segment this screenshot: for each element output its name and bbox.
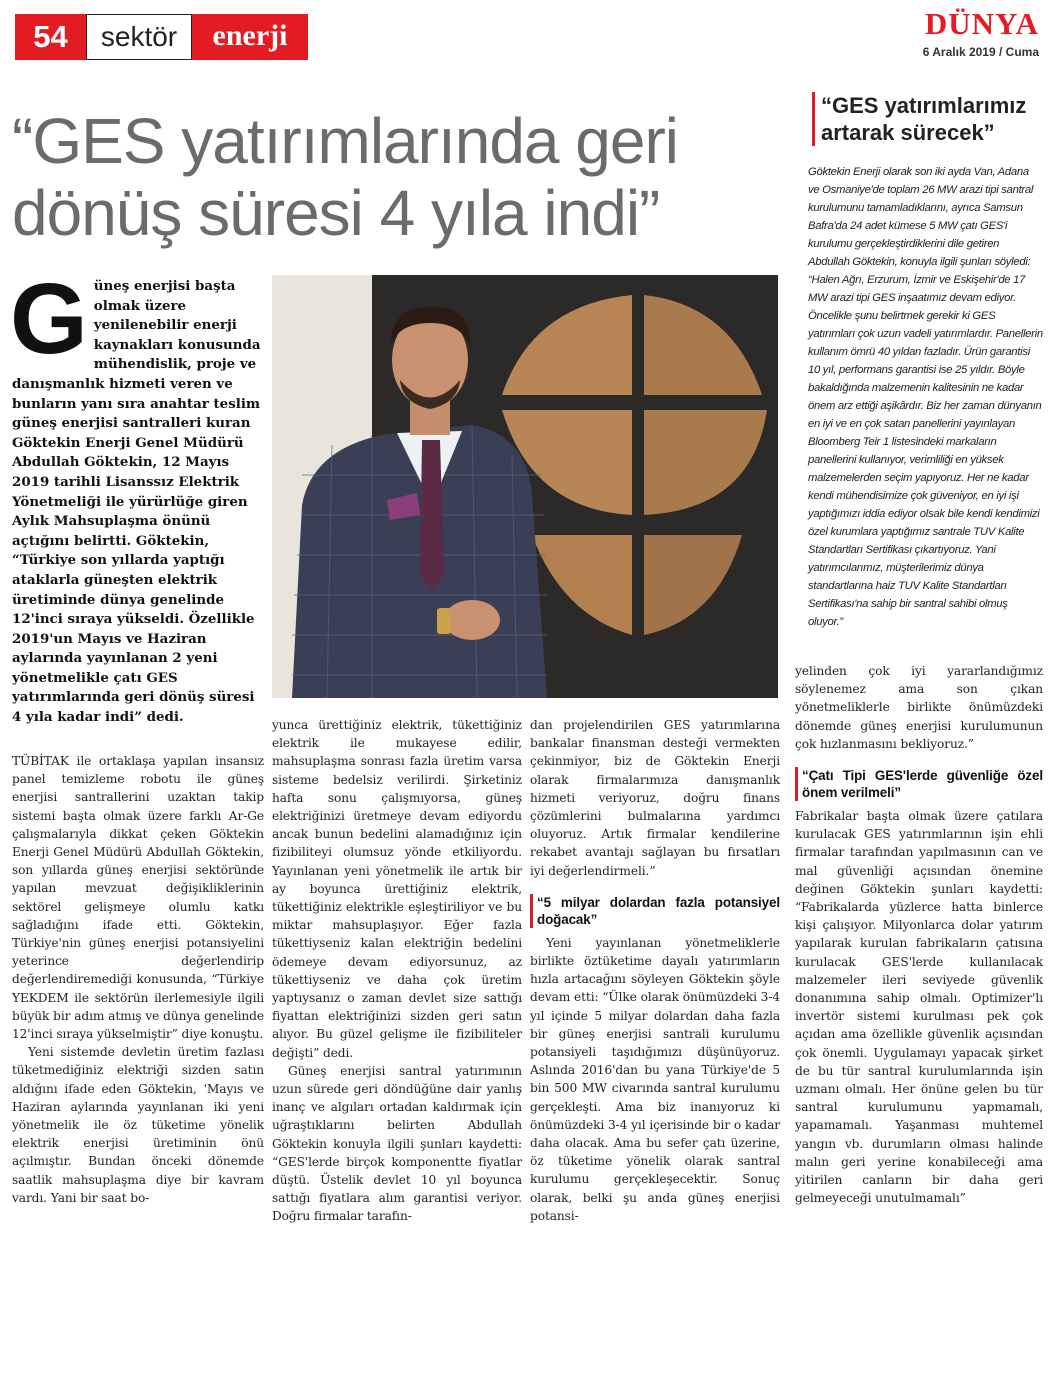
paragraph: dan projelendirilen GES yatırımlarına bankalar finansman desteği vermekten çekinmiyor, biz de Göktekin Enerji olarak firmalarımıza danışmanlık hizmeti veriyoruz, doğru finans çözümlerini bulmalarına yardımcı oluyoruz. Artık firmalar kendilerine rekabet avantajı sağlayan bu fırsatları iyi değerlendirmeli.” <box>530 718 780 878</box>
article-headline: “GES yatırımlarında geri dönüş süresi 4 yıla indi” <box>12 105 678 249</box>
intro-text: üneş enerjisi başta olmak üzere yenilenebilir enerji kaynakları konusunda mühendislik, proje ve danışmanlık hizmeti veren ve bunların yanı sıra anahtar teslim güneş enerjisi santralleri kuran Göktekin Enerji Genel Müdürü Abdullah Göktekin, 12 Mayıs 2019 tarihli Lisanssız Elektrik Yönetmeliği ile yürürlüğe giren Aylık Mahsuplaşma önünü açtığını belirtti. Göktekin, “Türkiye son yıllarda yaptığı ataklarla güneşten elektrik üretiminde dünya genelinde 12'inci sıraya yükseldi. Özellikle 2019'un Mayıs ve Haziran aylarında yayınlanan 2 yeni yönetmelikle çatı GES yatırımlarında geri dönüş süresi 4 yıla kadar indi” dedi. <box>12 278 261 726</box>
portrait-illustration <box>272 275 778 698</box>
newspaper-logo: DÜNYA <box>924 6 1039 41</box>
drop-cap: G <box>10 263 88 375</box>
paragraph: TÜBİTAK ile ortaklaşa yapılan insansız panel temizleme robotu ile güneş enerjisi santrallerini uzaktan takip sistemi başta olmak üzere farklı Ar-Ge çalışmalarıyla dikkat çeken Göktekin Enerji Genel Müdürü Abdullah Göktekin, son yıllarda güneş enerjisi sektöründe yapılan mevzuat değişikliklerinin sektörel gelişmeye olumlu katkı sağladığını ifade etti. Göktekin, Türkiye'nin güneş enerjisi potansiyelini yeterince değerlendirip değerlendiremediği konusunda, “Türkiye YEKDEM ile sektörün ilerlemesiyle ilgili büyük bir adım atmış ve dünya genelinde 12'inci sıraya yükselmiştir” diye konuştu. <box>12 754 264 1042</box>
section-label: sektör <box>86 14 192 60</box>
page-number: 54 <box>15 14 86 60</box>
paragraph: yelinden çok iyi yararlandığımız söylenemez ama son çıkan yönetmeliklerle birlikte önümüzdeki dönemde güneş enerjisi kurulumunun çok hızlanmasını bekliyoruz.” <box>795 664 1043 751</box>
paragraph: yunca ürettiğiniz elektrik, tükettiğiniz elektrik ile mukayese edilir, mahsuplaşma sonrası fazla üretim varsa sisteme bedelsiz verilirdi. Şirketiniz hafta sonu çalışmıyorsa, güneş elektriğinizi üretmeye devam ediyordu ancak bunun bedelini alamadığınız için fizibiliteyi olumsuz yönde etkiliyordu. Yayınlanan yeni yönetmelik ile artık bir ay boyunca ürettiğiniz elektrik, tükettiğiniz elektrikle eşleştiriliyor ve bu miktar mahsuplaşıyor. Eğer fazla tükettiyseniz kalan elektriğin bedelini ödemeye devam ediyorsunuz, az tükettiyseniz ve daha çok üretim yaptıysanız o zaman devlet size sattığı fiyattan elektriğinizi sizden geri satın alıyor. Bu güzel gelişme ile fizibiliteler değişti” dedi. <box>272 718 522 1060</box>
body-column-4 <box>795 662 1043 1207</box>
topic-label: enerji <box>192 14 308 60</box>
body-column-3 <box>530 716 780 1225</box>
issue-date: 6 Aralık 2019 / Cuma <box>922 45 1039 59</box>
paragraph: Güneş enerjisi santral yatırımının uzun sürede geri döndüğüne dair yanlış inanç ve algıları ortadan kaldırmak için uğraştıklarını belirten Abdullah Göktekin konuyla ilgili şunları kaydetti: “GES'lerde birçok komponentte fiyatlar düştü. Üstelik devlet 10 yıl boyunca sattığı fiyatlara alım garantisi veriyor. Doğru firmalar tarafın- <box>272 1063 522 1224</box>
sidebar-body: Göktekin Enerji olarak son iki ayda Van, Adana ve Osmaniye'de toplam 26 MW arazi tipi santral kurulumunu tamamladıklarını, ayrıca Samsun Bafra'da 24 adet kümese 5 MW çatı GES'i kurulumu gerçekleştirdiklerini dile getiren Abdullah Göktekin, konuyla ilgili şunları söyledi: “Halen Ağrı, Erzurum, İzmir ve Eskişehir'de 17 MW arazi tipi GES inşaatımız devam ediyor. Öncelikle şunu belirtmek gerekir ki GES yatırımları çok uzun vadeli yatırımlardır. Panellerin kullanım ömrü 40 yıldan fazladır. Ürün garantisi 10 yıl, performans garantisi ise 25 yıldır. Böyle bakaldığında malzemenin kalitesinin ne kadar önem arz ettiği aşikârdır. Biz her zaman dünyanın en iyi ve en çok satan panellerini yayınlayan Bloomberg Teir 1 listesindeki markaların panellerini kullanıyor, verimliliği en yüksek malzemelerden seçim yapıyoruz. Her ne kadar kendi mühendisimize çok güveniyor, en iyi işi yaptığımızı iddia ediyor olsak bile kendi kendimizi özel kurumlara yaptığımız santrale TUV Kalite Standartları Sertifikası çıkartıyoruz. Yani yatırımcılarımız, müşterilerimiz dünya standartlarına haiz TUV Kalite Standartları Sertifikası'na sahip bir santral sahibi olmuş oluyor.” <box>808 166 1043 628</box>
body-column-1 <box>12 752 264 1207</box>
subheading: “Çatı Tipi GES'lerde güvenliğe özel önem verilmeli” <box>795 767 1043 801</box>
paragraph: Yeni yayınlanan yönetmeliklerle birlikte öztüketime dayalı yatırımların hızla artacağını söyleyen Göktekin şöyle devam etti: “Ülke olarak önümüzdeki 3-4 yıl içinde 5 milyar dolardan daha fazla bir güneş enerjisi santrali kurulumu potansiyeli taşıdığımızı düşünüyoruz. Aslında 2016'dan bu yana Türkiye'de 5 bin 500 MW civarında santral kurulumu gerçekleşti. Ama biz inanıyoruz ki önümüzdeki 3-4 yıl içerisinde bir o kadar daha olacak. Ama bu sefer çatı üzerine, öz tüketime yönelik olarak santral kurulumu gerçekleşecektir. Sonuç olarak, belki şu anda güneş enerjisi potansi- <box>530 935 780 1223</box>
portrait-photo <box>272 275 778 698</box>
paragraph: Fabrikalar başta olmak üzere çatılara kurulacak GES yatırımlarının işin ehli firmalar tarafından yapılmasının can ve mal güvenliği açısından önemine değinen Göktekin şunları kaydetti: “Fabrikalarda yüzlerce hatta binlerce kişi çalışıyor. Milyonlarca dolar yatırım yapılarak kurulan fabrikaların çatısına kurulacak GES'lerde kullanılacak malzemeler ileri seviyede güvenlik donanımına sahip olmalı. Optimizer'lı invertör sistemi kurulması pek çok açıdan ama özellikle güvenlik açısından çok önemli. Uygulamayı yapacak şirket de bu tür santral kurulumlarında işin uzmanı olmalı. Her önüne gelen bu tür santral kurulumunu yapmamalı, yapamamalı. Yaşanması muhtemel yangın vb. durumların olması halinde malın geri yerine konabileceği ama yitirilen canların bir daha geri gelmeyeceği unutulmamalı” <box>795 809 1043 1206</box>
subheading: “5 milyar dolardan fazla potansiyel doğacak” <box>530 894 780 928</box>
article-intro <box>10 263 264 728</box>
paragraph: Yeni sistemde devletin üretim fazlası tüketmediğiniz elektriği sizden satın aldığını ifade eden Göktekin, 'Mayıs ve Haziran aylarında yayınlanan iki yeni yönetmelik ile öz tüketime yönelik elektrik enerjisi üretiminin önü açılmıştır. Bundan önceki dönemde saatlik mahsuplaşma diye bir kavram vardı. Yani bir saat bo- <box>12 1045 264 1205</box>
sidebar-title: “GES yatırımlarımız artarak sürecek” <box>812 92 1046 146</box>
body-column-2 <box>272 716 522 1226</box>
